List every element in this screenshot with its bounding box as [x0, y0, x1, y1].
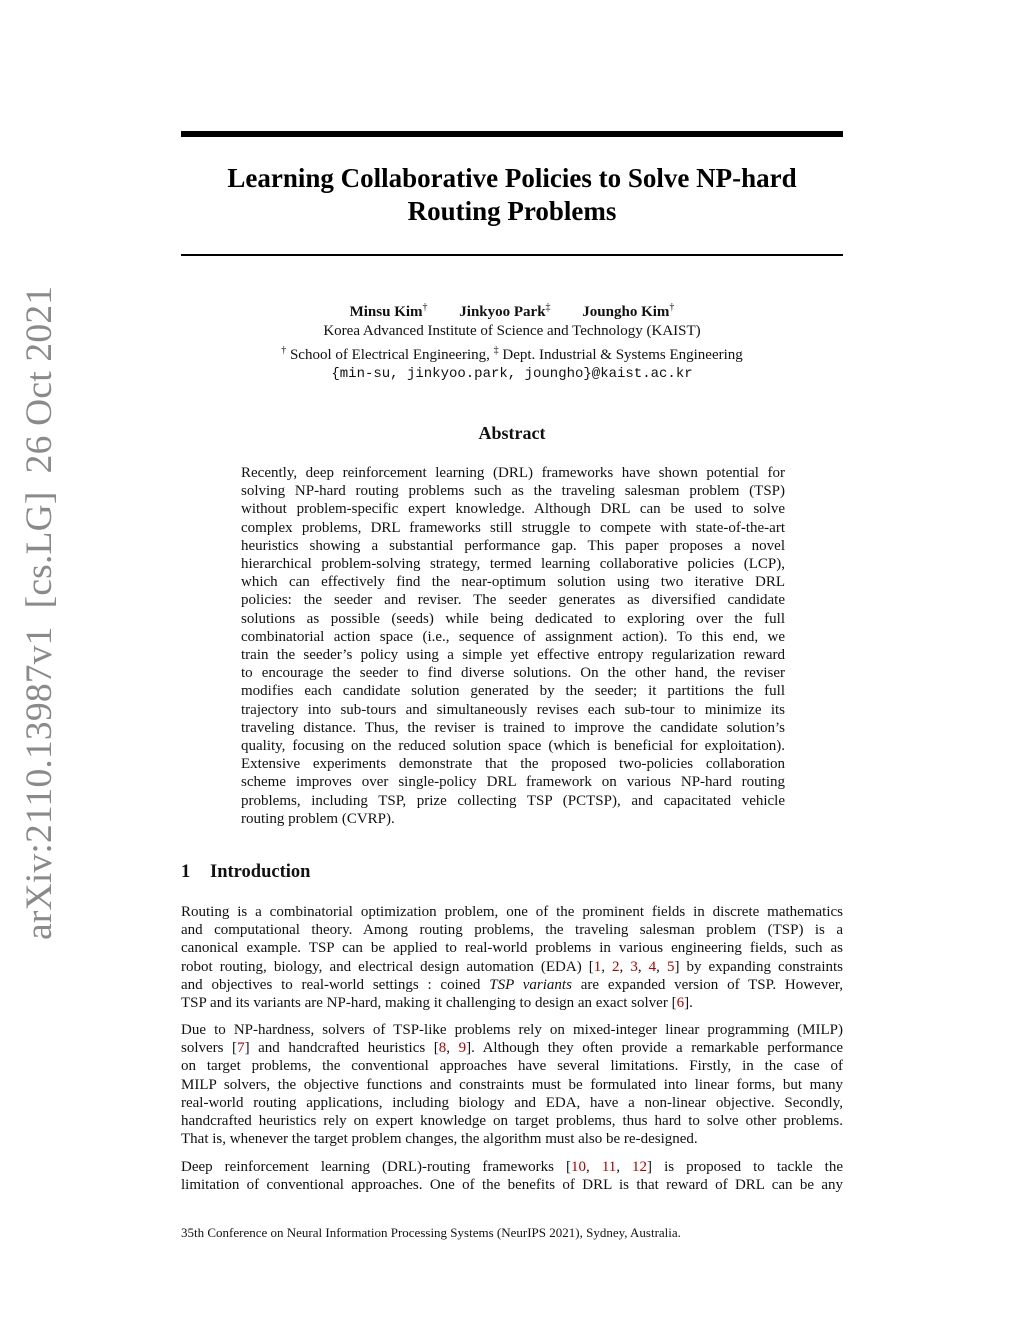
abstract-line: to encourage the seeder to find diverse solutions. On the other hand, the reviser: [241, 665, 785, 682]
abstract-heading: Abstract: [478, 423, 546, 443]
paper-title-line2: Routing Problems: [407, 196, 617, 226]
line-text: ]. Although they often provide a remarkable performance: [466, 1040, 844, 1057]
paragraph-line: and computational theory. Among routing problems, the traveling salesman problem (TSP) is a: [181, 922, 843, 939]
abstract-line: heuristics showing a substantial performance gap. This paper proposes a novel: [241, 537, 785, 554]
section-number: 1: [181, 862, 191, 882]
paper-title-line1: Learning Collaborative Policies to Solve NP-hard: [227, 163, 797, 193]
citation-link[interactable]: 8: [438, 1040, 447, 1057]
paragraph-line: Deep reinforcement learning (DRL)-routing frameworks [10, 11, 12] is proposed to tackle the: [181, 1159, 843, 1175]
abstract-line: problems, including TSP, prize collecting TSP (PCTSP), and capacitated vehicle: [241, 792, 785, 809]
author-affiliation-mark: †: [422, 302, 428, 313]
abstract-line: Extensive experiments demonstrate that the proposed two-policies collaboration: [241, 756, 785, 773]
author: [350, 298, 428, 322]
abstract-line: which can effectively find the near-optimum solution using two iterative DRL: [241, 574, 785, 591]
line-text: solvers [: [181, 1040, 238, 1057]
paragraph-line: solvers [7] and handcrafted heuristics [8, 9]. Although they often provide a remarkable performance: [181, 1040, 844, 1057]
citation-link[interactable]: 4: [648, 958, 657, 975]
abstract-line: train the seeder’s policy using a simple yet effective entropy regularization reward: [241, 647, 785, 664]
paragraph-line: canonical example. TSP can be applied to real-world problems in various engineering fields, such as: [181, 940, 843, 957]
author-name: Minsu Kim: [349, 304, 423, 320]
author: [582, 298, 674, 322]
paragraph-line: Due to NP-hardness, solvers of TSP-like problems rely on mixed-integer linear programming (MILP): [181, 1022, 843, 1038]
line-text: ] and handcrafted heuristics [: [244, 1040, 439, 1057]
citation-link[interactable]: 11: [601, 1159, 617, 1175]
author-name: Jinkyoo Park: [459, 304, 546, 320]
paragraph-line: [181, 976, 843, 994]
citation-link[interactable]: 5: [666, 958, 675, 975]
dept-mark: ‡: [493, 345, 499, 356]
paragraph-line: That is, whenever the target problem changes, the algorithm must also be re-designed.: [181, 1131, 698, 1148]
abstract-line: solving NP-hard routing problems such as the traveling salesman problem (TSP): [241, 483, 785, 500]
citation-link[interactable]: 12: [632, 1159, 648, 1175]
citation-link[interactable]: 3: [630, 958, 638, 975]
abstract-line: Recently, deep reinforcement learning (DRL) frameworks have shown potential for: [241, 465, 785, 481]
arxiv-identifier-stamp: [18, 286, 61, 940]
section-title: Introduction: [210, 862, 311, 882]
paragraph-line: robot routing, biology, and electrical design automation (EDA) [1, 2, 3, 4, 5] by expanding constraints: [181, 958, 844, 975]
author: [459, 298, 550, 322]
line-text: robot routing, biology, and electrical design automation (EDA) [: [181, 958, 594, 975]
line-text: Deep reinforcement learning (DRL)-routing frameworks [: [181, 1159, 572, 1175]
citation-link[interactable]: 10: [571, 1159, 587, 1175]
abstract-line: traveling distance. Thus, the reviser is trained to improve the candidate solution’s: [241, 719, 785, 736]
paper-title: [181, 162, 843, 228]
citation-link[interactable]: 6: [676, 995, 685, 1012]
abstract-line: solutions as possible (seeds) while being dedicated to exploring over the full: [241, 610, 785, 627]
paragraph-line: real-world routing applications, including biology and EDA, have a non-linear objective. Secondly,: [181, 1094, 843, 1111]
line-text: ] is proposed to tackle the: [647, 1159, 843, 1175]
intro-paragraph-2: [181, 1021, 843, 1148]
author-affiliation-mark: †: [669, 302, 675, 313]
line-text: TSP and its variants are NP-hard, making it challenging to design an exact solver [: [181, 995, 677, 1012]
author-names: [181, 298, 843, 322]
citation-link[interactable]: 2: [612, 958, 620, 975]
department: School of Electrical Engineering,: [286, 347, 494, 363]
abstract-line: combinatorial action space (i.e., sequence of assignment action). To this end, we: [241, 628, 785, 645]
emphasis: TSP variants: [489, 976, 572, 993]
abstract-line: scheme improves over single-policy DRL framework on various NP-hard routing: [241, 774, 785, 791]
abstract-line: policies: the seeder and reviser. The seeder generates as diversified candidate: [241, 592, 785, 609]
abstract-line: routing problem (CVRP).: [241, 810, 395, 827]
abstract-line: complex problems, DRL frameworks still struggle to compete with state-of-the-art: [241, 519, 785, 536]
dept-mark: †: [281, 345, 287, 356]
arxiv-date: 26 Oct 2021: [19, 285, 60, 474]
abstract-line: modifies each candidate solution generated by the seeder; it partitions the full: [241, 683, 785, 700]
paragraph-line: Routing is a combinatorial optimization problem, one of the prominent fields in discrete mathematics: [181, 904, 843, 920]
title-rule-top: [181, 131, 843, 137]
institution: Korea Advanced Institute of Science and Technology (KAIST): [323, 323, 701, 339]
line-text: ] by expanding constraints: [674, 958, 844, 975]
paragraph-line: on target problems, the conventional approaches have several limitations. Firstly, in the case of: [181, 1058, 843, 1075]
section-heading-introduction: [181, 862, 310, 883]
author-block: [181, 298, 843, 384]
paragraph-line: MILP solvers, the objective functions and constraints must be formulated into linear forms, but many: [181, 1076, 843, 1093]
paragraph-line: handcrafted heuristics rely on expert knowledge on target problems, thus hard to solve other problems.: [181, 1113, 843, 1130]
abstract-line: without problem-specific expert knowledge. Although DRL can be used to solve: [241, 501, 785, 518]
arxiv-category: [cs.LG]: [19, 491, 60, 609]
department: Dept. Industrial & Systems Engineering: [498, 347, 743, 363]
citation-link[interactable]: 1: [593, 958, 602, 975]
line-text: and objectives to real-world settings : coined: [181, 976, 490, 993]
conference-footnote: 35th Conference on Neural Information Processing Systems (NeurIPS 2021), Sydney, Australia.: [181, 1225, 681, 1240]
intro-paragraph-3: [181, 1158, 843, 1194]
line-text: ].: [684, 995, 693, 1012]
abstract-line: quality, focusing on the reduced solution space (which is beneficial for exploitation).: [241, 738, 785, 755]
author-emails: {min-su, jinkyoo.park, joungho}@kaist.ac.kr: [331, 366, 693, 382]
author-name: Joungho Kim: [582, 304, 670, 320]
abstract-body: [241, 464, 785, 828]
intro-paragraph-1: [181, 903, 843, 1012]
line-text: are expanded version of TSP. However,: [571, 976, 844, 993]
abstract-line: trajectory into sub-tours and simultaneously revises each sub-tour to minimize its: [241, 701, 785, 718]
paragraph-line: [181, 994, 843, 1012]
citation-link[interactable]: 9: [458, 1040, 467, 1057]
paragraph-line: limitation of conventional approaches. One of the benefits of DRL is that reward of DRL can be any: [181, 1177, 843, 1194]
citation-link[interactable]: 7: [237, 1040, 245, 1057]
author-affiliation-mark: ‡: [545, 302, 551, 313]
arxiv-id: arXiv:2110.13987v1: [19, 626, 60, 940]
abstract-line: hierarchical problem-solving strategy, termed learning collaborative policies (LCP),: [241, 556, 785, 573]
departments: [181, 341, 843, 365]
title-rule-bottom: [181, 254, 843, 256]
